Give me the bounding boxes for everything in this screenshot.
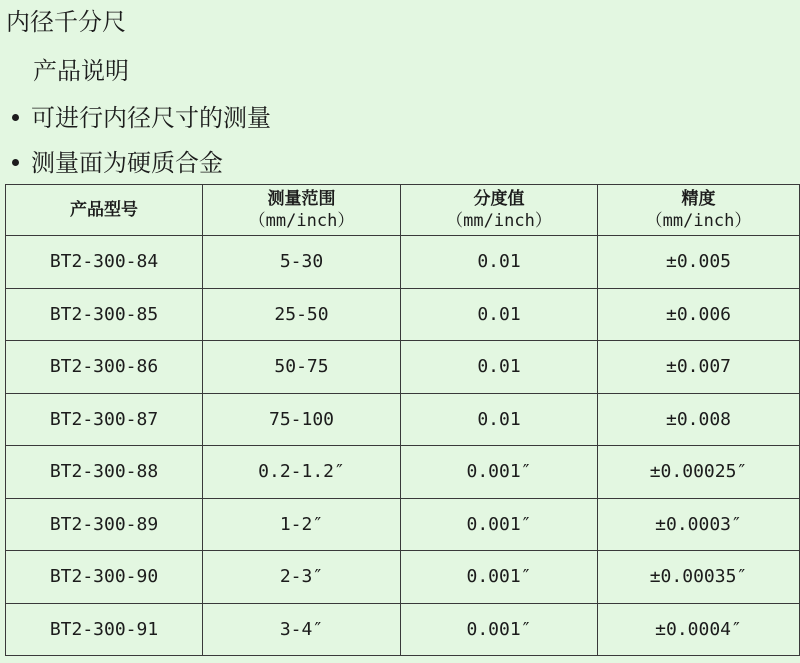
bullet-text: 测量面为硬质合金	[31, 149, 223, 177]
cell-model: BT2-300-84	[6, 236, 203, 289]
header-label: 精度	[681, 189, 716, 209]
header-label: 测量范围	[267, 189, 336, 209]
bullet-item	[12, 103, 271, 133]
cell-range: 2-3″	[203, 551, 401, 604]
bullet-icon	[12, 114, 19, 121]
table-row	[6, 498, 800, 551]
cell-model: BT2-300-86	[6, 341, 203, 394]
cell-resolution: 0.01	[401, 341, 598, 394]
cell-accuracy: ±0.006	[598, 288, 800, 341]
table-row	[6, 393, 800, 446]
cell-range: 1-2″	[203, 498, 401, 551]
cell-resolution: 0.001″	[401, 603, 598, 656]
cell-resolution: 0.01	[401, 236, 598, 289]
cell-resolution: 0.001″	[401, 446, 598, 499]
cell-range: 5-30	[203, 236, 401, 289]
cell-model: BT2-300-89	[6, 498, 203, 551]
cell-accuracy: ±0.0003″	[598, 498, 800, 551]
cell-range: 50-75	[203, 341, 401, 394]
cell-model: BT2-300-87	[6, 393, 203, 446]
cell-model: BT2-300-88	[6, 446, 203, 499]
cell-model: BT2-300-91	[6, 603, 203, 656]
bullet-icon	[12, 159, 19, 166]
table-row	[6, 446, 800, 499]
section-subtitle: 产品说明	[33, 57, 129, 85]
header-unit: （mm/inch）	[248, 211, 355, 231]
header-model	[6, 185, 203, 236]
cell-resolution: 0.001″	[401, 498, 598, 551]
cell-accuracy: ±0.007	[598, 341, 800, 394]
bullet-item	[12, 148, 223, 178]
header-label: 产品型号	[70, 200, 138, 220]
cell-model: BT2-300-85	[6, 288, 203, 341]
table-row	[6, 341, 800, 394]
table-header-row	[6, 185, 800, 236]
spec-table	[5, 184, 800, 656]
cell-accuracy: ±0.005	[598, 236, 800, 289]
cell-accuracy: ±0.00025″	[598, 446, 800, 499]
cell-range: 75-100	[203, 393, 401, 446]
table-row	[6, 236, 800, 289]
header-unit: （mm/inch）	[446, 211, 552, 231]
table-row	[6, 603, 800, 656]
table-row	[6, 551, 800, 604]
page-title: 内径千分尺	[6, 8, 126, 36]
cell-resolution: 0.001″	[401, 551, 598, 604]
cell-range: 25-50	[203, 288, 401, 341]
header-range	[203, 185, 401, 236]
table-row	[6, 288, 800, 341]
cell-accuracy: ±0.00035″	[598, 551, 800, 604]
cell-resolution: 0.01	[401, 288, 598, 341]
cell-range: 0.2-1.2″	[203, 446, 401, 499]
cell-accuracy: ±0.0004″	[598, 603, 800, 656]
header-unit: （mm/inch）	[645, 211, 752, 231]
cell-accuracy: ±0.008	[598, 393, 800, 446]
header-accuracy	[598, 185, 800, 236]
header-resolution	[401, 185, 598, 236]
cell-resolution: 0.01	[401, 393, 598, 446]
header-label: 分度值	[473, 189, 525, 209]
cell-range: 3-4″	[203, 603, 401, 656]
bullet-text: 可进行内径尺寸的测量	[31, 104, 271, 132]
cell-model: BT2-300-90	[6, 551, 203, 604]
